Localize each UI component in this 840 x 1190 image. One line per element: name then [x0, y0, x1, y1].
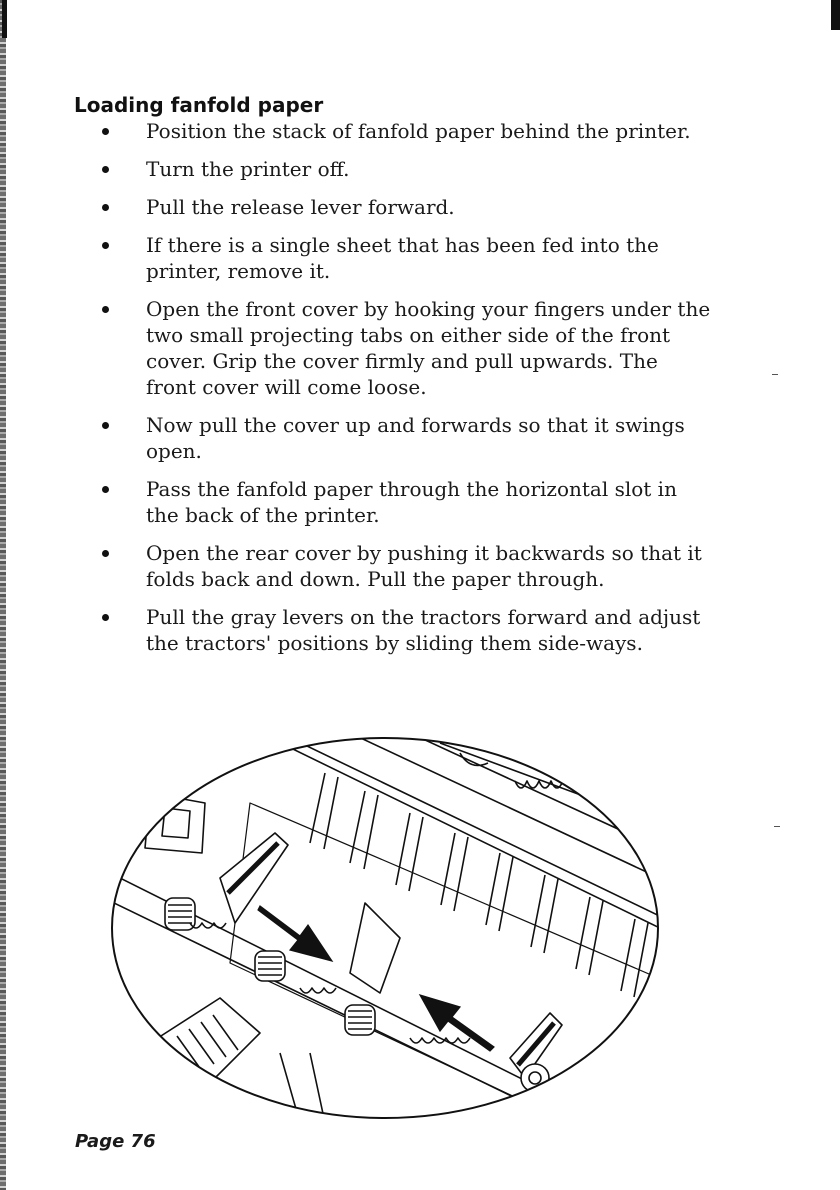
step-text: Open the rear cover by pushing it backwards so that it folds back and down. Pull the paper through.	[146, 541, 702, 591]
tractor-illustration	[110, 733, 670, 1123]
scan-speck	[772, 374, 778, 375]
release-lever	[150, 998, 260, 1093]
right-tractor	[510, 1013, 562, 1092]
bullet-icon	[102, 242, 109, 249]
bullet-icon	[102, 306, 109, 313]
step-text: Open the front cover by hooking your fingers under the two small projecting tabs on either side of the front cover. Grip the cover firmly and pull upwards. The front cover will come loose.	[146, 297, 711, 399]
instruction-step	[94, 604, 714, 656]
page-number: Page 76	[75, 1131, 156, 1152]
instruction-step	[94, 476, 714, 528]
bullet-icon	[102, 550, 109, 557]
scan-mark-top	[2, 0, 7, 38]
step-text: Pass the fanfold paper through the horizontal slot in the back of the printer.	[146, 477, 677, 527]
instruction-step	[94, 296, 714, 400]
instruction-step	[94, 540, 714, 592]
bullet-icon	[102, 422, 109, 429]
step-text: Now pull the cover up and forwards so that it swings open.	[146, 413, 685, 463]
step-text: Position the stack of fanfold paper behind the printer.	[146, 119, 691, 143]
bullet-icon	[102, 486, 109, 493]
step-text: If there is a single sheet that has been fed into the printer, remove it.	[146, 233, 659, 283]
paper-sheet	[230, 803, 670, 1123]
step-text: Pull the gray levers on the tractors forward and adjust the tractors' positions by sliding them side-ways.	[146, 605, 701, 655]
instruction-step	[94, 232, 714, 284]
bullet-icon	[102, 614, 109, 621]
instruction-step	[94, 156, 714, 182]
instruction-step	[94, 118, 714, 144]
scan-mark-right	[831, 0, 840, 30]
bullet-icon	[102, 166, 109, 173]
instruction-step	[94, 194, 714, 220]
scan-edge-left	[0, 0, 6, 1190]
instruction-list	[94, 118, 714, 668]
scan-speck	[774, 826, 780, 827]
step-text: Turn the printer off.	[146, 157, 350, 181]
step-text: Pull the release lever forward.	[146, 195, 455, 219]
instruction-step	[94, 412, 714, 464]
bullet-icon	[102, 204, 109, 211]
bullet-icon	[102, 128, 109, 135]
section-heading: Loading fanfold paper	[74, 93, 324, 117]
